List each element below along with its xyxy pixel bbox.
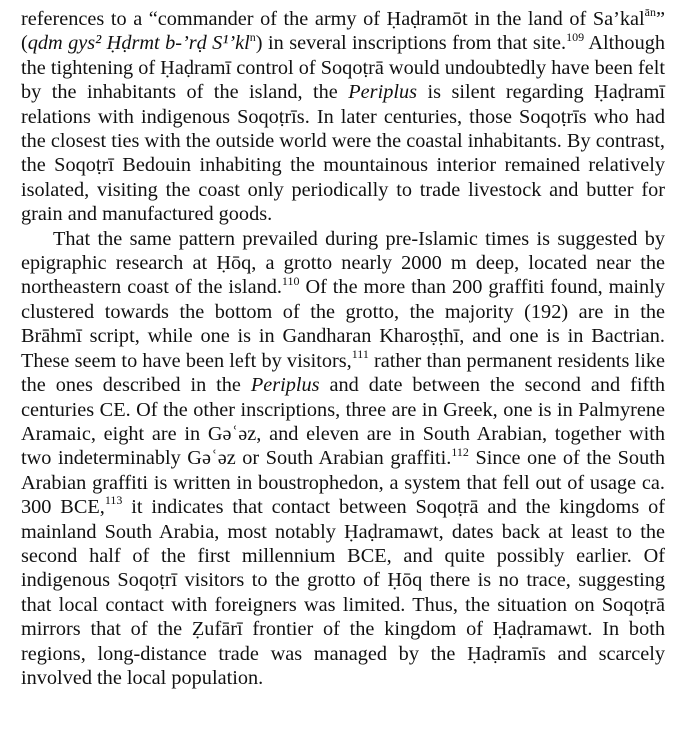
page-bottom-cutoff [0,748,694,755]
text-run: Since one of the South Arabian graffiti is written in boustrophedon, a system that fell out of usage ca. 300 BCE, [21,447,665,519]
superscript: n [249,29,256,44]
paragraph-1 [21,7,665,227]
superscript: ān [644,5,656,20]
superscript: 110 [281,273,300,288]
page-body [21,7,665,690]
text-run: ) in several inscriptions from that site. [255,32,567,55]
text-run: Although the tightening of Ḥaḍramī control of Soqoṭrā would undoubtedly have been felt by the inhabitants of the island, the [21,32,665,104]
paragraph-2 [21,227,665,691]
text-run: ” ( [21,8,665,55]
text-run: Of the more than 200 graffiti found, mainly clustered towards the bottom of the grotto, the majority (192) are in the Brāhmī script, while one is in Gandharan Kharoṣṭhī, and one is in Bactrian. These seem to have been left by visitors, [21,276,665,372]
superscript: 112 [451,444,469,459]
text-run: is silent regarding Ḥaḍramī relations with indigenous Soqoṭrīs. In later centuries, those Soqoṭrīs who had the closest ties with the outside world were the coastal inhabitants. By contrast, the Soqoṭrī Bedouin inhabiting the mountainous interior remained relatively isolated, visiting the coast only periodically to trade livestock and butter for grain and manufactured goods. [21,81,666,226]
superscript: 109 [566,29,585,44]
text-run: it indicates that contact between Soqoṭrā and the kingdoms of mainland South Arabia, most notably Ḥaḍramawt, dates back at least to the second half of the first millennium BCE, and quite possibly earlier. Of indigenous Soqoṭrī visitors to the grotto of Ḥōq there is no trace, suggesting that local contact with foreigners was limited. Thus, the situation on Soqoṭrā mirrors that of the Ẓufārī frontier of the kingdom of Ḥaḍramawt. In both regions, long-distance trade was managed by the Ḥaḍramīs and scarcely involved the local population. [21,496,665,689]
italic-text: Periplus [250,374,320,397]
italic-text: qdm gys² Ḥḍrmt b-’rḍ S¹’kl [27,32,250,55]
text-run: references to a “commander of the army of Ḥaḍramōt in the land of Sa’kal [21,8,645,30]
text-run: and date between the second and fifth centuries CE. Of the other inscriptions, three are in Greek, one is in Palmyrene Aramaic, eight are in Gəʿəz, and eleven are in South Arabian, together with two indeterminably Gəʿəz or South Arabian graffiti. [21,374,665,470]
italic-text: Periplus [348,81,418,104]
superscript: 111 [351,346,369,361]
text-run: That the same pattern prevailed during pre-Islamic times is suggested by epigraphic research at Ḥōq, a grotto nearly 2000 m deep, located near the northeastern coast of the island. [21,227,665,299]
text-run: rather than permanent residents like the ones described in the [21,349,665,397]
superscript: 113 [104,493,123,508]
